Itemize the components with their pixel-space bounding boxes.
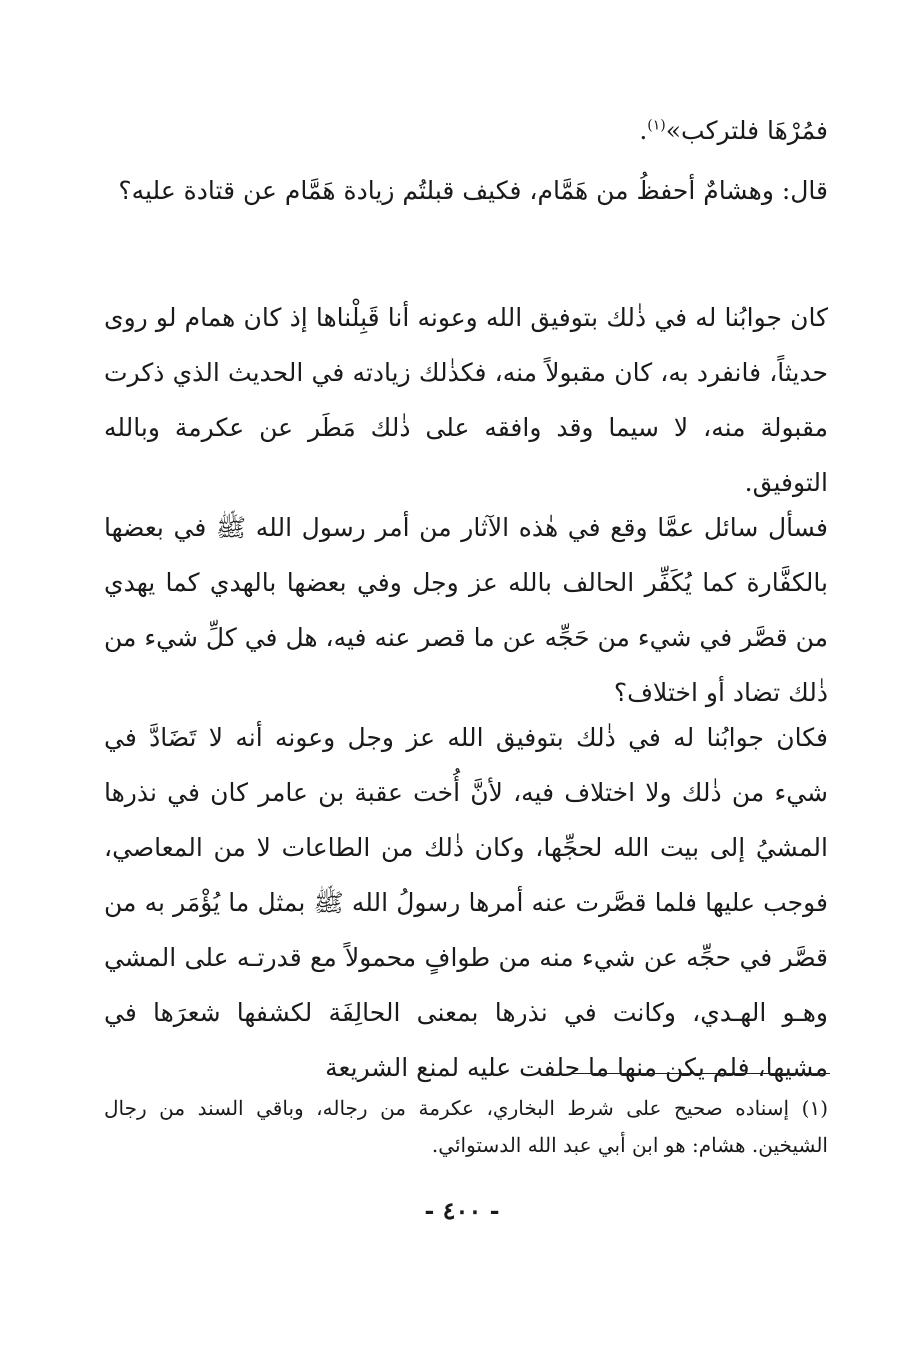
paragraph-question-2	[104, 500, 828, 720]
paragraph-question	[104, 163, 828, 218]
paragraph-text: فسأل سائل عمَّا وقع في هٰذه الآثار من أمر رسول الله ﷺ في بعضها بالكفَّارة كما يُكَفِّر الحالف بالله عز وجل وفي بعضها بالهدي كما يهدي من قصَّر في شيء من حَجِّه عن ما قصر عنه فيه، هل في كلِّ شيء من ذٰلك تضاد أو اختلاف؟	[104, 513, 828, 707]
sentence-end: .	[639, 116, 648, 145]
footnote: (١) إسناده صحيح على شرط البخاري، عكرمة من رجاله، وباقي السند من رجال الشيخين. هشام: هو ابن أبي عبد الله الدستوائي.	[104, 1096, 828, 1157]
footnote-marker: (١)	[647, 117, 666, 134]
footnote-divider	[570, 1073, 830, 1074]
page-number: - ٤٠٠ -	[424, 1196, 500, 1225]
paragraph-answer-1	[104, 290, 828, 510]
paragraph-text: فكان جوابُنا له في ذٰلك بتوفيق الله عز وجل وعونه أنه لا تَضَادَّ في شيء من ذٰلك ولا اختلاف فيه، لأنَّ أُخت عقبة بن عامر كان في نذرها المشيُ إلى بيت الله لحجِّها، وكان ذٰلك من الطاعات لا من المعاصي، فوجب عليها فلما قصَّرت عنه أمرها رسولُ الله ﷺ بمثل ما يُؤْمَر به من قصَّر في حجِّه عن شيء منه من طوافٍ محمولاً مع قدرتـه على المشي وهـو الهـدي، وكانت في نذرها بمعنى الحالِفَة لكشفها شعرَها في مشيها، فلم يكن منها ما حلفت عليه لمنع الشريعة	[104, 723, 828, 1082]
paragraph-text: قال: وهشامٌ أحفظُ من هَمَّام، فكيف قبلتُم زيادة هَمَّام عن قتادة عليه؟	[118, 176, 828, 205]
paragraph-text: كان جوابُنا له في ذٰلك بتوفيق الله وعونه أنا قَبِلْناها إذ كان همام لو روى حديثاً، فانفرد به، كان مقبولاً منه، فكذٰلك زيادته في الحديث الذي ذكرت مقبولة منه، لا سيما وقد وافقه على ذٰلك مَطَر عن عكرمة وبالله التوفيق.	[104, 303, 828, 497]
paragraph-answer-2	[104, 710, 828, 1095]
continuation-text: فمُرْهَا فلتركب»	[665, 116, 828, 145]
continuation-line	[104, 103, 828, 158]
